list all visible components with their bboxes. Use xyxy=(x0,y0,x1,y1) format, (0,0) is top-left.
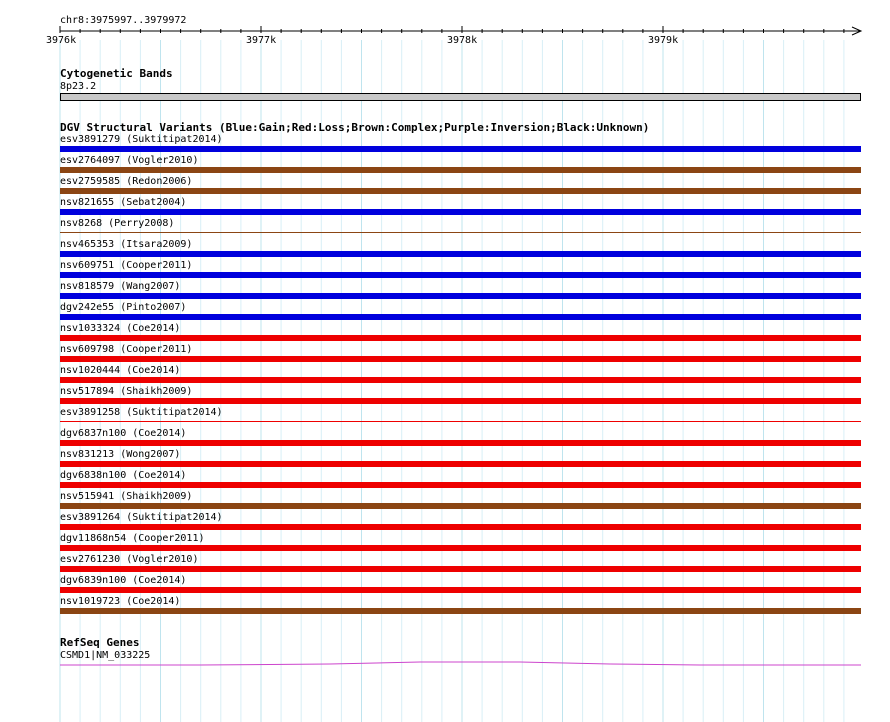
dgv-variant-label[interactable]: nsv515941 (Shaikh2009) xyxy=(60,491,193,502)
dgv-variant-bar-gain[interactable] xyxy=(60,314,861,320)
dgv-variant-label[interactable]: nsv8268 (Perry2008) xyxy=(60,218,175,229)
dgv-variant-label[interactable]: nsv1020444 (Coe2014) xyxy=(60,365,181,376)
dgv-variant-bar-loss[interactable] xyxy=(60,377,861,383)
dgv-variant-label[interactable]: dgv242e55 (Pinto2007) xyxy=(60,302,187,313)
ruler-tick: 3977k xyxy=(246,35,277,46)
dgv-variant-label[interactable]: esv2759585 (Redon2006) xyxy=(60,176,193,187)
dgv-variant-bar-gain[interactable] xyxy=(60,272,861,278)
refseq-track-title[interactable]: RefSeq Genes xyxy=(60,636,140,649)
dgv-variant-bar-gain[interactable] xyxy=(60,146,861,152)
dgv-variant-label[interactable]: nsv1033324 (Coe2014) xyxy=(60,323,181,334)
dgv-variant-bar-loss[interactable] xyxy=(60,566,861,572)
dgv-variant-bar-loss[interactable] xyxy=(60,398,861,404)
dgv-variant-bar-complex[interactable] xyxy=(60,503,861,509)
dgv-variant-label[interactable]: nsv517894 (Shaikh2009) xyxy=(60,386,193,397)
dgv-variant-label[interactable]: dgv6839n100 (Coe2014) xyxy=(60,575,187,586)
dgv-variant-bar-complex[interactable] xyxy=(60,608,861,614)
ruler-location: chr8:3975997..3979972 xyxy=(60,15,187,26)
dgv-variant-bar-loss[interactable] xyxy=(60,356,861,362)
ruler-tick: 3978k xyxy=(447,35,478,46)
dgv-variant-label[interactable]: esv3891279 (Suktitipat2014) xyxy=(60,134,223,145)
refseq-gene-label[interactable]: CSMD1|NM_033225 xyxy=(60,650,151,661)
dgv-variant-label[interactable]: esv3891264 (Suktitipat2014) xyxy=(60,512,223,523)
dgv-variant-bar-loss[interactable] xyxy=(60,545,861,551)
dgv-variant-bar-loss[interactable] xyxy=(60,482,861,488)
dgv-variant-label[interactable]: nsv818579 (Wang2007) xyxy=(60,281,181,292)
dgv-variant-bar-loss[interactable] xyxy=(60,335,861,341)
dgv-variant-bar-complex[interactable] xyxy=(60,232,861,233)
cytoband-track-title[interactable]: Cytogenetic Bands xyxy=(60,67,173,80)
cytoband-label: 8p23.2 xyxy=(60,81,97,92)
ruler-tick: 3979k xyxy=(648,35,679,46)
dgv-variant-label[interactable]: esv3891258 (Suktitipat2014) xyxy=(60,407,223,418)
dgv-track-title[interactable]: DGV Structural Variants (Blue:Gain;Red:Loss;Brown:Complex;Purple:Inversion;Black:Unknown) xyxy=(60,121,650,134)
dgv-variant-bar-gain[interactable] xyxy=(60,251,861,257)
dgv-variant-bar-gain[interactable] xyxy=(60,209,861,215)
dgv-variant-bar-loss[interactable] xyxy=(60,524,861,530)
dgv-variant-bar-gain[interactable] xyxy=(60,293,861,299)
dgv-variant-label[interactable]: dgv6837n100 (Coe2014) xyxy=(60,428,187,439)
dgv-variant-bar-loss[interactable] xyxy=(60,440,861,446)
dgv-variant-label[interactable]: nsv1019723 (Coe2014) xyxy=(60,596,181,607)
dgv-variant-label[interactable]: nsv831213 (Wong2007) xyxy=(60,449,181,460)
dgv-variant-label[interactable]: dgv6838n100 (Coe2014) xyxy=(60,470,187,481)
dgv-variant-label[interactable]: esv2761230 (Vogler2010) xyxy=(60,554,199,565)
dgv-variant-label[interactable]: dgv11868n54 (Cooper2011) xyxy=(60,533,205,544)
dgv-variant-label[interactable]: nsv609798 (Cooper2011) xyxy=(60,344,193,355)
dgv-variant-bar-loss[interactable] xyxy=(60,461,861,467)
ruler-tick: 3976k xyxy=(46,35,77,46)
dgv-variant-bar-complex[interactable] xyxy=(60,167,861,173)
dgv-variant-bar-loss[interactable] xyxy=(60,587,861,593)
dgv-variant-label[interactable]: nsv821655 (Sebat2004) xyxy=(60,197,187,208)
dgv-variant-label[interactable]: nsv465353 (Itsara2009) xyxy=(60,239,193,250)
dgv-variant-label[interactable]: esv2764097 (Vogler2010) xyxy=(60,155,199,166)
dgv-variant-label[interactable]: nsv609751 (Cooper2011) xyxy=(60,260,193,271)
dgv-variant-bar-complex[interactable] xyxy=(60,188,861,194)
dgv-variant-bar-loss[interactable] xyxy=(60,421,861,422)
refseq-gene-feature[interactable] xyxy=(0,655,890,675)
